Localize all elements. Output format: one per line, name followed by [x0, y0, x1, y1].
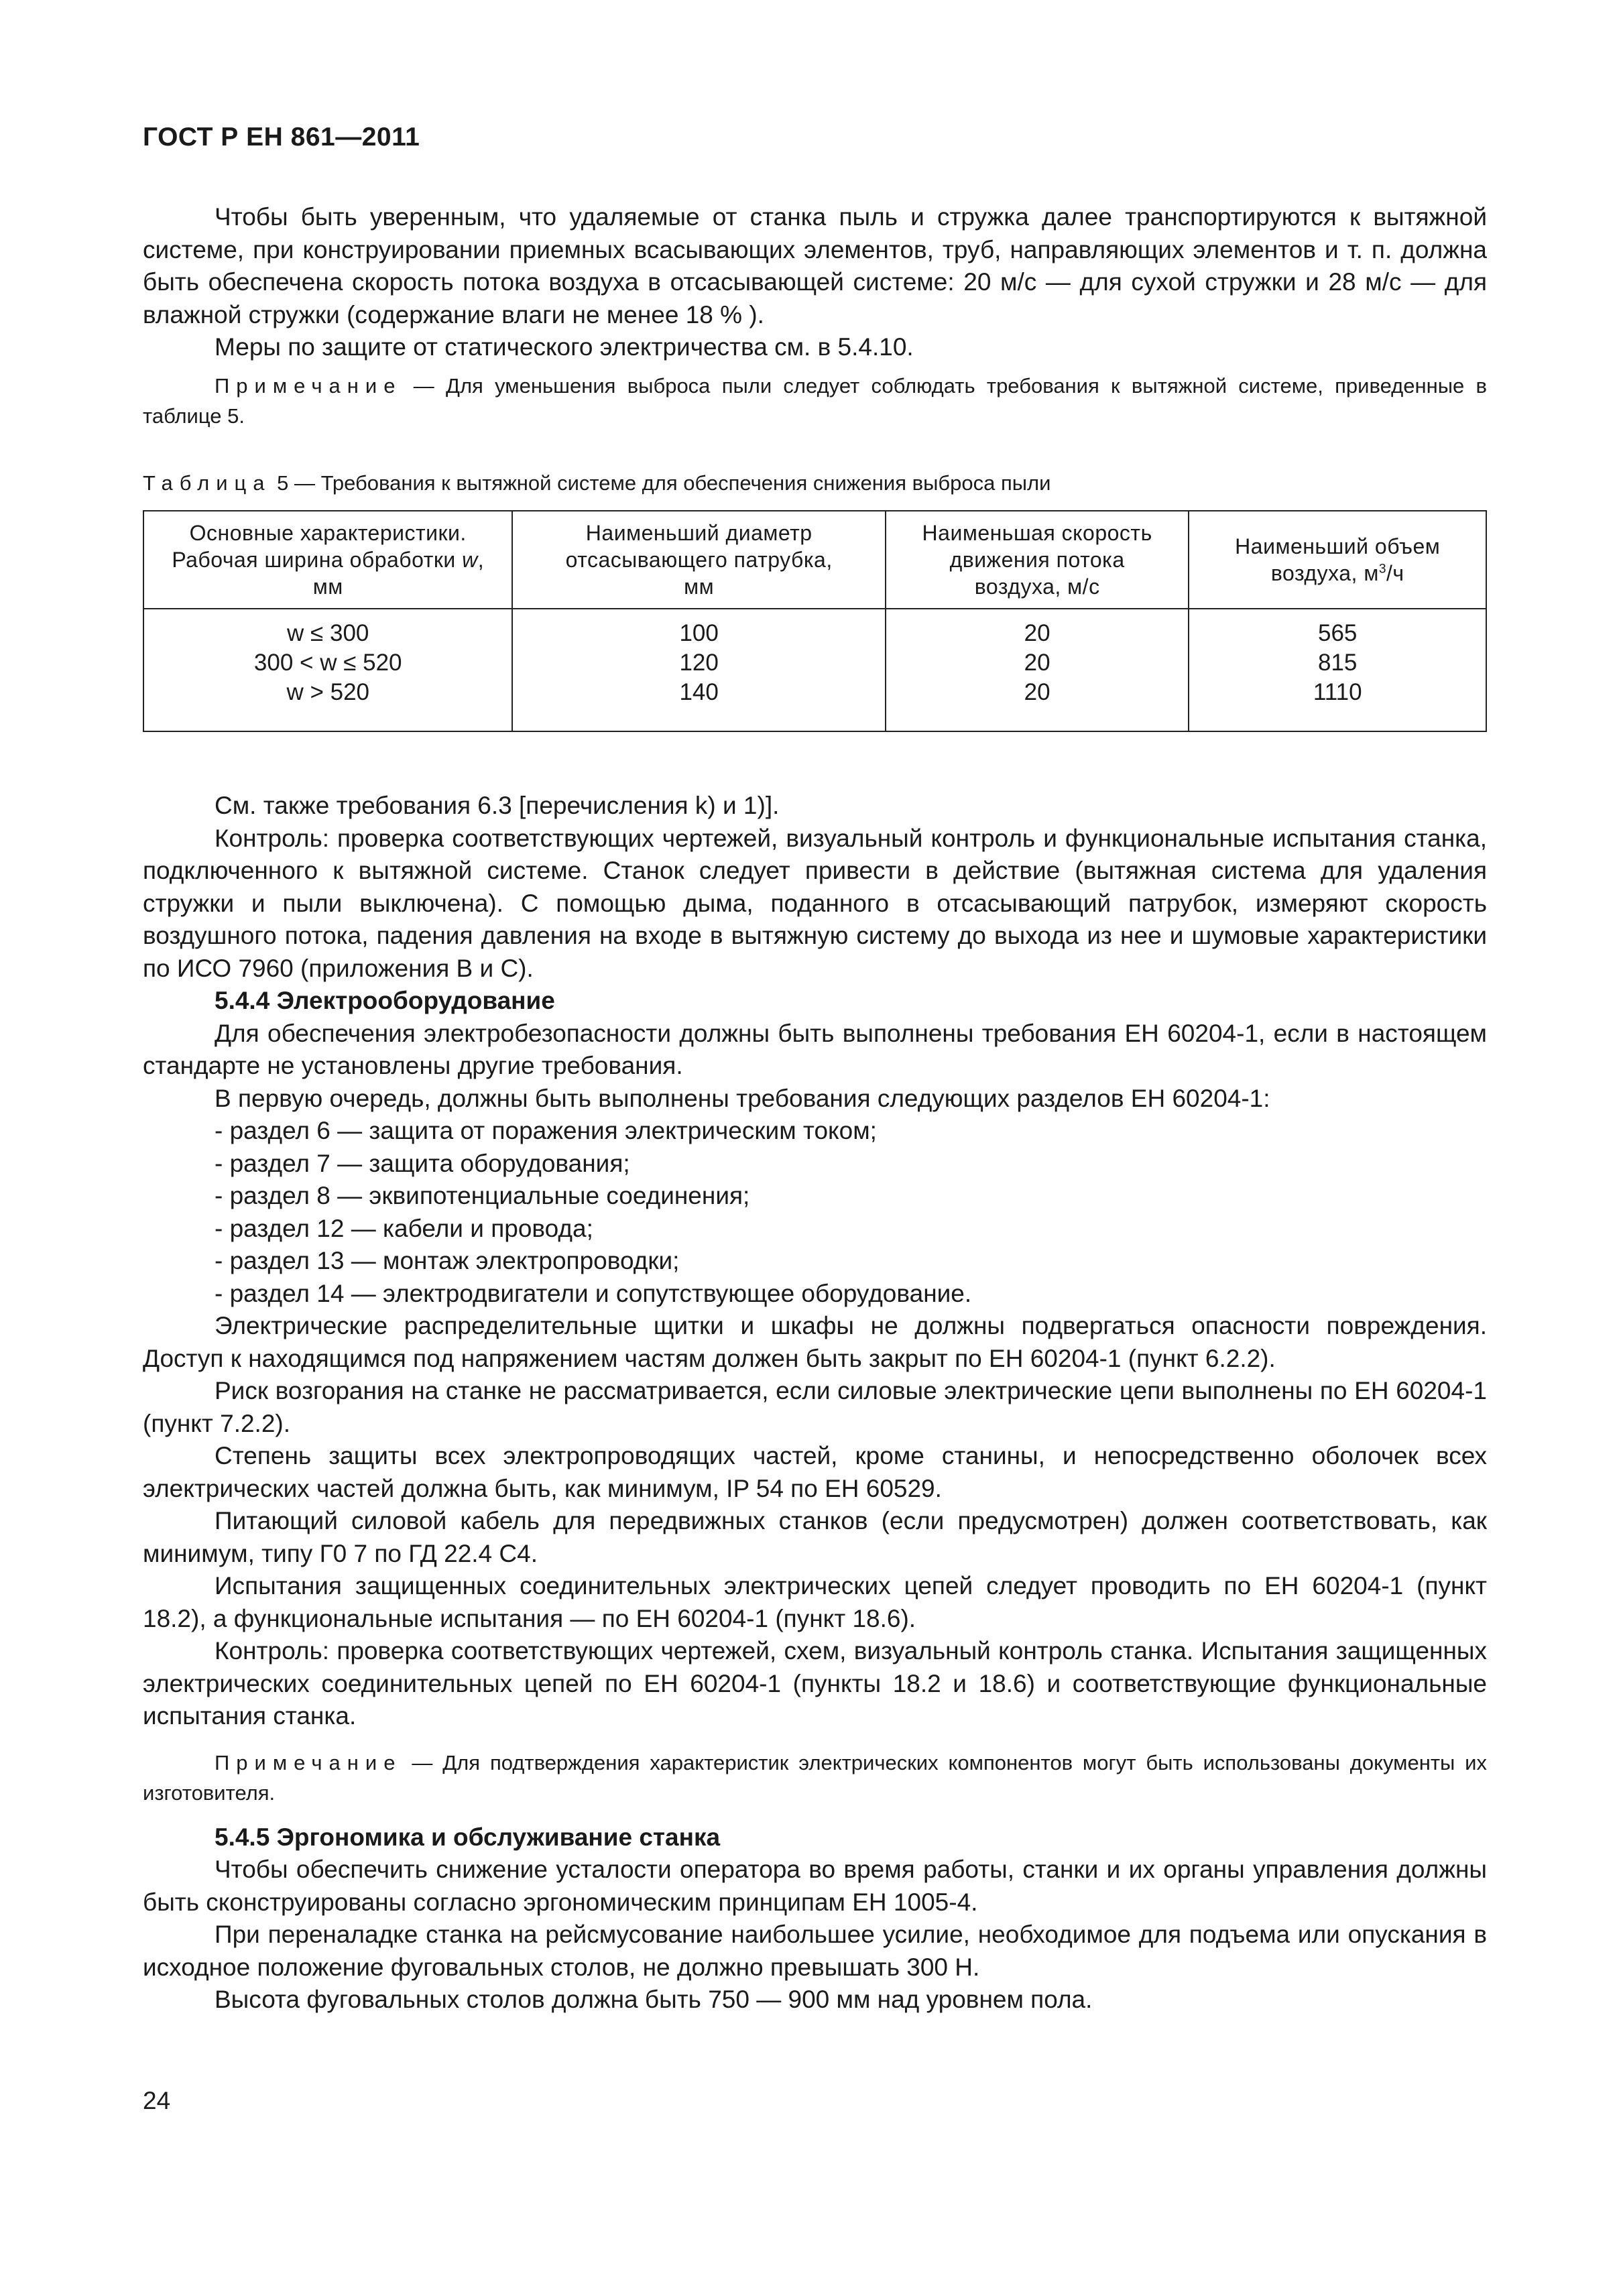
table-header-row [143, 511, 1486, 609]
note [143, 371, 1487, 431]
list-item: - раздел 12 — кабели и провода; [215, 1214, 593, 1242]
paragraph: Электрические распределительные щитки и шкафы не должны подвергаться опасности повреждения. Доступ к находящимся под напряжением частям должен быть закрыт по ЕН 60204-1 (пункт 6.2.2). [143, 1312, 1487, 1372]
cell-width: w ≤ 300 300 < w ≤ 520 w > 520 [143, 609, 512, 731]
header-diameter: Наименьший диаметр отсасывающего патрубка, мм [512, 511, 885, 609]
table-caption [143, 471, 1050, 495]
paragraph: Испытания защищенных соединительных электрических цепей следует проводить по ЕН 60204-1 (пункт 18.2), а функциональные испытания — по ЕН 60204-1 (пункт 18.6). [143, 1572, 1487, 1632]
main-block [143, 790, 1487, 2016]
cell-diameter: 100 120 140 [512, 609, 885, 731]
document-header: ГОСТ Р ЕН 861—2011 [143, 123, 420, 152]
paragraph: Контроль: проверка соответствующих чертежей, визуальный контроль и функциональные испытания станка, подключенного к вытяжной системе. Станок следует привести в действие (вытяжная система для удаления стружки и пыли выключена). С помощью дыма, поданного в отсасывающий патрубок, измеряют скорость воздушного потока, падения давления на входе в вытяжную систему до выхода из нее и шумовые характеристики по ИСО 7960 (приложения В и С). [143, 824, 1487, 982]
table-5 [143, 510, 1487, 732]
table-row [143, 609, 1486, 731]
table-caption-label: Таблица [143, 471, 272, 495]
paragraph: Питающий силовой кабель для передвижных станков (если предусмотрен) должен соответствовать, как минимум, типу Г0 7 по ГД 22.4 С4. [143, 1507, 1487, 1567]
list-item: - раздел 8 — эквипотенциальные соединения; [215, 1182, 750, 1209]
paragraph: Чтобы обеспечить снижение усталости оператора во время работы, станки и их органы управления должны быть сконструированы согласно эргономическим принципам ЕН 1005-4. [143, 1856, 1487, 1916]
note-text: — Для подтверждения характеристик электрических компонентов могут быть использованы документы их изготовителя. [143, 1750, 1487, 1805]
section-heading: 5.4.5 Эргономика и обслуживание станка [215, 1823, 721, 1851]
paragraph: Степень защиты всех электропроводящих частей, кроме станины, и непосредственно оболочек всех электрических частей должна быть, как минимум, IP 54 по ЕН 60529. [143, 1442, 1487, 1502]
paragraph: Чтобы быть уверенным, что удаляемые от станка пыль и стружка далее транспортируются к вытяжной системе, при конструировании приемных всасывающих элементов, труб, направляющих элементов и т. п. должна быть обеспечена скорость потока воздуха в отсасывающей системе: 20 м/с — для сухой стружки и 28 м/с — для влажной стружки (содержание влаги не менее 18 % ). [143, 203, 1487, 328]
paragraph: Риск возгорания на станке не рассматривается, если силовые электрические цепи выполнены по ЕН 60204-1 (пункт 7.2.2). [143, 1377, 1487, 1437]
paragraph: Для обеспечения электробезопасности должны быть выполнены требования ЕН 60204-1, если в настоящем стандарте не установлены другие требования. [143, 1019, 1487, 1079]
list-item: - раздел 6 — защита от поражения электрическим током; [215, 1117, 877, 1144]
cell-speed: 20 20 20 [886, 609, 1189, 731]
note-label: Примечание [215, 373, 402, 398]
table-caption-text: 5 — Требования к вытяжной системе для обеспечения снижения выброса пыли [271, 471, 1051, 495]
page-number: 24 [143, 2087, 171, 2114]
paragraph: В первую очередь, должны быть выполнены требования следующих разделов ЕН 60204-1: [215, 1084, 1270, 1112]
list-item: - раздел 13 — монтаж электропроводки; [215, 1247, 680, 1274]
list-item: - раздел 14 — электродвигатели и сопутствующее оборудование. [215, 1279, 972, 1307]
header-width: Основные характеристики. Рабочая ширина обработки w, мм [143, 511, 512, 609]
list-item: - раздел 7 — защита оборудования; [215, 1149, 630, 1177]
paragraph: Меры по защите от статического электричества см. в 5.4.10. [215, 333, 914, 361]
section-heading: 5.4.4 Электрооборудование [215, 987, 555, 1014]
header-speed: Наименьшая скорость движения потока воздуха, м/с [886, 511, 1189, 609]
cell-volume: 565 815 1110 [1189, 609, 1486, 731]
paragraph: Контроль: проверка соответствующих чертежей, схем, визуальный контроль станка. Испытания защищенных электрических соединительных цепей по ЕН 60204-1 (пункты 18.2 и 18.6) и соответствующие функциональные испытания станка. [143, 1637, 1487, 1730]
intro-block [143, 201, 1487, 431]
paragraph: См. также требования 6.3 [перечисления k) и 1)]. [215, 792, 780, 819]
note-text: — Для уменьшения выброса пыли следует соблюдать требования к вытяжной системе, приведенные в таблице 5. [143, 373, 1487, 428]
note [143, 1748, 1487, 1808]
header-volume: Наименьший объем воздуха, $м^3/ч$ [1189, 511, 1486, 609]
paragraph: При переналадке станка на рейсмусование наибольшее усилие, необходимое для подъема или опускания в исходное положение фуговальных столов, не должно превышать 300 Н. [143, 1921, 1487, 1981]
paragraph: Высота фуговальных столов должна быть 750 — 900 мм над уровнем пола. [215, 1986, 1093, 2013]
note-label: Примечание [215, 1750, 402, 1774]
